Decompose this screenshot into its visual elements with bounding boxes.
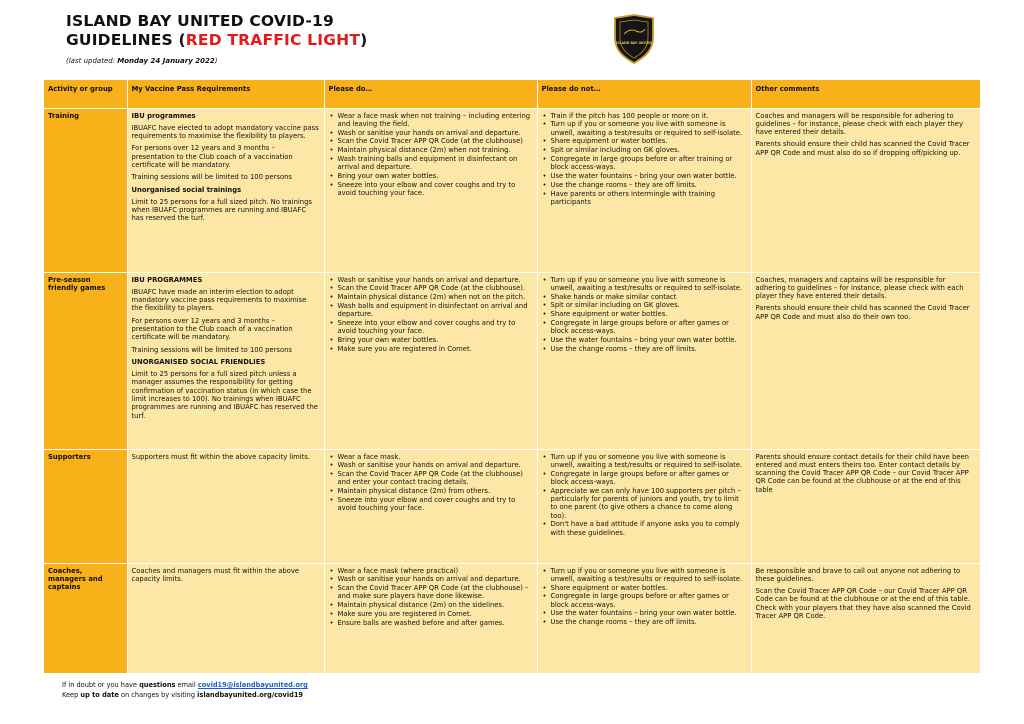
email-link[interactable]: covid19@islandbayunited.org [197,681,308,689]
please-do-item: • Ensure balls are washed before and after games. [329,619,533,627]
please-do-not-item: • Share equipment or water bottles. [542,137,747,145]
please-do-item: • Make sure you are registered in Comet. [329,610,533,618]
vaccine-pass-cell [127,108,324,272]
please-do-not-item: • Turn up if you or someone you live with someone is unwell, awaiting a test/results or required to self-isolate. [542,120,747,137]
please-do-item: • Sneeze into your elbow and cover coughs and try to avoid touching your face. [329,319,533,336]
please-do-not-item: • Share equipment or water bottles. [542,584,747,592]
please-do-item: • Wear a face mask. [329,453,533,461]
please-do-not-item: • Train if the pitch has 100 people or more on it. [542,112,747,120]
vaccine-subheading: UNORGANISED SOCIAL FRIENDLIES [131,357,266,366]
footer-updates: Keep up to date on changes by visiting islandbayunited.org/covid19 [62,690,304,699]
please-do-item: • Scan the Covid Tracer APP QR Code (at the clubhouse) – and make sure players have done likewise. [329,584,533,601]
title-line-1: ISLAND BAY UNITED COVID-19 [66,12,334,30]
title-line-2: GUIDELINES (RED TRAFFIC LIGHT) [66,31,368,49]
vaccine-subheading: Unorganised social trainings [131,185,242,194]
please-do-item: • Sneeze into your elbow and cover coughs and try to avoid touching your face. [329,181,533,198]
please-do-item: • Scan the Covid Tracer APP QR Code (at the clubhouse) [329,137,533,145]
header-please-do-not: Please do not… [537,80,751,108]
please-do-item: • Wash balls and equipment in disinfectant on arrival and departure. [329,302,533,319]
please-do-not-cell-list [542,453,747,537]
please-do-item: • Scan the Covid Tracer APP QR Code (at the clubhouse). [329,284,533,292]
please-do-cell [324,449,537,563]
vaccine-paragraph: Limit to 25 persons for a full sized pitch unless a manager assumes the responsibility for getting confirmation of vaccination status (in which case the limit increases to 100). No trainings when IBUAFC programmes are running and IBUAFC has reserved the turf. [131,370,318,420]
please-do-item: • Maintain physical distance (2m) when not training. [329,146,533,154]
vaccine-pass-cell [127,272,324,449]
crest-text: ISLAND BAY UNITED [616,41,652,45]
please-do-item: • Wear a face mask (where practical) [329,567,533,575]
vaccine-subheading: IBU programmes [131,111,196,120]
please-do-item: • Wash or sanitise your hands on arrival and departure. [329,461,533,469]
please-do-not-item: • Share equipment or water bottles. [542,310,747,318]
please-do-not-item: • Use the change rooms – they are off limits. [542,618,747,626]
please-do-item: • Maintain physical distance (2m) from others. [329,487,533,495]
comment-paragraph: Scan the Covid Tracer APP QR Code – our Covid Tracer APP QR Code can be found at the clubhouse or at the end of this table. Check with your players that they have also scanned the Covid Tracer APP QR Code. [755,587,971,620]
comment-paragraph: Be responsible and brave to call out anyone not adhering to these guidelines. [755,566,961,583]
please-do-not-item: • Shake hands or make similar contact [542,293,747,301]
please-do-not-item: • Appreciate we can only have 100 supporters per pitch – particularly for parents of juniors and youth, try to limit to one parent (to give others a chance to come along too). [542,487,747,520]
vaccine-pass-cell [127,449,324,563]
please-do-item: • Wash or sanitise your hands on arrival and departure. [329,575,533,583]
please-do-item: • Scan the Covid Tracer APP QR Code (at the clubhouse) and enter your contact tracing details. [329,470,533,487]
vaccine-paragraph: IBUAFC have made an interim election to adopt mandatory vaccine pass requirements to maximise the flexibility to players. [131,287,307,313]
vaccine-paragraph: IBUAFC have elected to adopt mandatory vaccine pass requirements to maximise the flexibility to players. [131,123,319,141]
row-group-label: Pre-season friendly games [44,272,127,449]
vaccine-paragraph: Limit to 25 persons for a full sized pitch. No trainings when IBUAFC programmes are running and IBUAFC has reserved the turf. [131,197,312,223]
please-do-not-cell-list [542,567,747,627]
please-do-not-cell [537,563,751,673]
vaccine-paragraph: Training sessions will be limited to 100 persons [131,173,292,182]
comment-paragraph: Parents should ensure contact details for their child have been entered and must enters theirs too. Enter contact details by scanning the Covid Tracer APP QR Code – our Covid Tracer APP QR Code can be found at the clubhouse or at the end of this table [755,452,969,494]
please-do-item: • Wash training balls and equipment in disinfectant on arrival and departure. [329,155,533,172]
header-activity: Activity or group [44,80,127,108]
footer-questions: If in doubt or you have questions email covid19@islandbayunited.org [62,681,308,689]
comment-paragraph: Coaches, managers and captains will be responsible for adhering to guidelines – for instance, please check with each player they have entered their details. [755,275,964,301]
guidelines-table [44,80,981,674]
website-link[interactable]: islandbayunited.org/covid19 [197,690,304,699]
please-do-item: • Wash or sanitise your hands on arrival and departure. [329,129,533,137]
footer [62,681,308,700]
please-do-not-item: • Use the change rooms – they are off limits. [542,345,747,353]
comment-paragraph: Coaches and managers will be responsible for adhering to guidelines – for instance, please check with each player they have entered their details. [755,111,963,137]
please-do-not-item: • Use the change rooms – they are off limits. [542,181,747,189]
header-other-comments: Other comments [751,80,980,108]
table-header-row [44,80,980,108]
vaccine-subheading: IBU PROGRAMMES [131,275,203,284]
traffic-light-status: RED TRAFFIC LIGHT [185,31,361,49]
row-group-label: Coaches, managers and captains [44,563,127,673]
vaccine-paragraph: Coaches and managers must fit within the above capacity limits. [131,566,300,583]
please-do-not-item: • Spit or similar including on GK gloves. [542,146,747,154]
please-do-item: • Bring your own water bottles. [329,172,533,180]
please-do-not-cell [537,272,751,449]
table-row-coaches [44,563,980,673]
please-do-cell [324,272,537,449]
vaccine-paragraph: Supporters must fit within the above capacity limits. [131,452,311,461]
please-do-not-cell [537,449,751,563]
please-do-not-cell-list [542,112,747,207]
document-title [66,12,367,50]
row-group-label: Training [44,108,127,272]
header-please-do: Please do… [324,80,537,108]
comment-paragraph: Parents should ensure their child has scanned the Covid Tracer APP QR Code and must also do so if dropping off/picking up. [755,140,970,157]
please-do-not-item: • Congregate in large groups before or after training or block access-ways. [542,155,747,172]
please-do-item: • Make sure you are registered in Comet. [329,345,533,353]
other-comments-cell [751,449,980,563]
please-do-not-item: • Use the water fountains – bring your own water bottle. [542,609,747,617]
please-do-item: • Sneeze into your elbow and cover coughs and try to avoid touching your face. [329,496,533,513]
please-do-item: • Wash or sanitise your hands on arrival and departure. [329,276,533,284]
vaccine-paragraph: For persons over 12 years and 3 months – presentation to the Club coach of a vaccination certificate will be mandatory. [131,144,293,169]
please-do-not-cell [537,108,751,272]
please-do-cell-list [329,276,533,354]
please-do-item: • Wear a face mask when not training – including entering and leaving the field. [329,112,533,129]
vaccine-paragraph: Training sessions will be limited to 100 persons [131,345,292,354]
please-do-not-item: • Congregate in large groups before or after games or block access-ways. [542,592,747,609]
please-do-not-item: • Congregate in large groups before or after games or block access-ways. [542,319,747,336]
table-row-supporters [44,449,980,563]
please-do-not-item: • Turn up if you or someone you live with someone is unwell, awaiting a test/results or required to self-isolate. [542,567,747,584]
vaccine-pass-cell [127,563,324,673]
please-do-cell-list [329,112,533,198]
please-do-cell-list [329,567,533,628]
row-group-label: Supporters [44,449,127,563]
club-crest-icon [612,14,656,64]
table-row-pre-season [44,272,980,449]
last-updated-date: Monday 24 January 2022 [117,57,215,65]
please-do-item: • Bring your own water bottles. [329,336,533,344]
please-do-not-cell-list [542,276,747,354]
please-do-not-item: • Use the water fountains – bring your own water bottle. [542,172,747,180]
vaccine-paragraph: For persons over 12 years and 3 months – presentation to the Club coach of a vaccination certificate will be mandatory. [131,316,293,342]
please-do-cell [324,108,537,272]
header-vaccine-pass: My Vaccine Pass Requirements [127,80,324,108]
please-do-cell [324,563,537,673]
please-do-cell-list [329,453,533,513]
please-do-not-item: • Don't have a bad attitude if anyone asks you to comply with these guidelines. [542,520,747,537]
please-do-not-item: • Congregate in large groups before or after games or block access-ways. [542,470,747,487]
other-comments-cell [751,108,980,272]
please-do-not-item: • Turn up if you or someone you live with someone is unwell, awaiting a test/results or required to self-isolate. [542,453,747,470]
comment-paragraph: Parents should ensure their child has scanned the Covid Tracer APP QR Code and must also do their own too. [755,304,970,321]
please-do-not-item: • Have parents or others intermingle with training participants [542,190,747,207]
table-row-training [44,108,980,272]
last-updated: (last updated: Monday 24 January 2022) [66,57,218,65]
other-comments-cell [751,563,980,673]
other-comments-cell [751,272,980,449]
please-do-not-item: • Turn up if you or someone you live with someone is unwell, awaiting a test/results or required to self-isolate. [542,276,747,293]
please-do-item: • Maintain physical distance (2m) when not on the pitch. [329,293,533,301]
please-do-not-item: • Spit or similar including on GK gloves. [542,301,747,309]
please-do-not-item: • Use the water fountains – bring your own water bottle. [542,336,747,344]
please-do-item: • Maintain physical distance (2m) on the sidelines. [329,601,533,609]
